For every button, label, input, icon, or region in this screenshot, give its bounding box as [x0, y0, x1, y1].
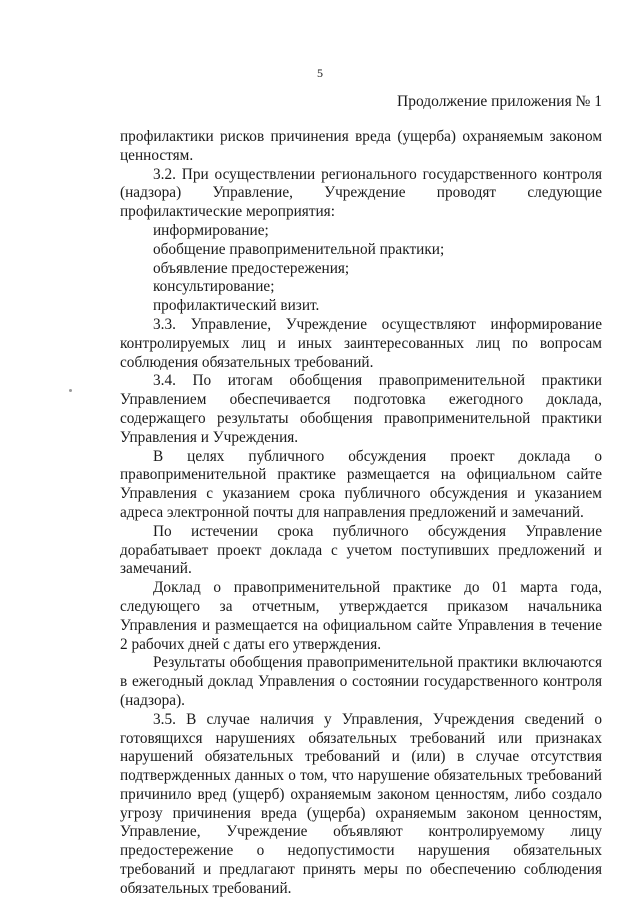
list-item: информирование;	[153, 221, 269, 239]
list-item: обобщение правоприменительной практики;	[153, 240, 445, 258]
paragraph-results: Результаты обобщения правоприменительной практики включаются в ежегодный доклад Управления о состоянии государственного контроля (надзора).	[120, 654, 602, 709]
page-number: 5	[317, 66, 323, 80]
measures-list	[120, 222, 602, 316]
paragraph-discussion-expiry: По истечении срока публичного обсуждения Управление дорабатывает проект доклада с учетом поступивших предложений и замечаний.	[120, 522, 602, 578]
paragraph-report-approval: Доклад о правоприменительной практике до 01 марта года, следующего за отчетным, утверждается приказом начальника Управления и размещается на официальном сайте Управления в течение 2 рабочих дней с даты его утверждения.	[120, 579, 602, 653]
list-item: профилактический визит.	[153, 297, 320, 315]
paragraph-3-3: 3.3. Управление, Учреждение осуществляют информирование контролируемых лиц и иных заинтересованных лиц по вопросам соблюдения обязательных требований.	[120, 315, 602, 371]
document-body	[120, 128, 602, 899]
paragraph-3-4: 3.4. По итогам обобщения правоприменительной практики Управлением обеспечивается подготовка ежегодного доклада, содержащего результаты обобщения правоприменительной практики Управления и Учреждения.	[120, 372, 602, 446]
paragraph-3-2: 3.2. При осуществлении регионального государственного контроля (надзора) Управление, Учреждение проводят следующие профилактические мероприятия:	[120, 165, 602, 221]
appendix-label: Продолжение приложения № 1	[397, 93, 602, 110]
list-item: объявление предостережения;	[153, 259, 350, 277]
margin-dot	[69, 389, 72, 392]
paragraph-public-discussion: В целях публичного обсуждения проект доклада о правоприменительной практике размещается на официальном сайте Управления с указанием срока публичного обсуждения и указанием адреса электронной почты для направления предложений и замечаний.	[120, 447, 602, 521]
paragraph-3-5: 3.5. В случае наличия у Управления, Учреждения сведений о готовящихся нарушениях обязательных требований или признаках нарушений обязательных требований и (или) в случае отсутствия подтвержденных данных о том, что нарушение обязательных требований причинило вред (ущерб) охраняемым законом ценностям, либо создало угрозу причинения вреда (ущерба) охраняемым законом ценностям, Управление, Учреждение объявляют контролируемому лицу предостережение о недопустимости нарушения обязательных требований и предлагают принять меры по обеспечению соблюдения обязательных требований.	[120, 710, 602, 897]
list-item: консультирование;	[153, 278, 275, 296]
paragraph-intro: профилактики рисков причинения вреда (ущерба) охраняемым законом ценностям.	[120, 128, 602, 164]
